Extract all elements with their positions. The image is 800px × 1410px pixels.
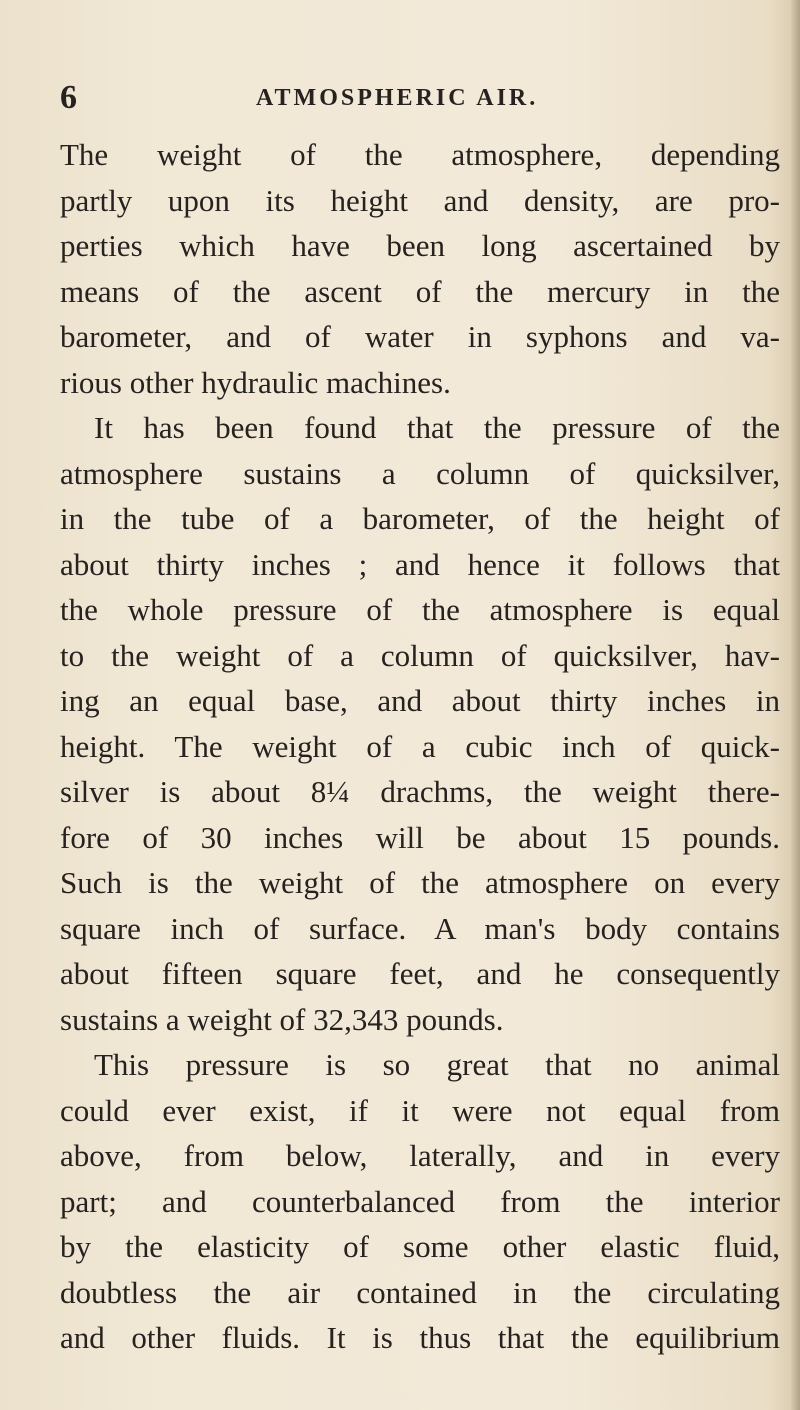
text-line: It has been found that the pressure of the bbox=[94, 410, 780, 445]
text-line: square inch of surface. A man's body contains bbox=[60, 910, 780, 946]
text-line: partly upon its height and density, are pro- bbox=[60, 182, 780, 218]
text-line: in the tube of a barometer, of the height of bbox=[60, 501, 780, 536]
running-head bbox=[60, 78, 780, 118]
text-line: part; and counterbalanced from the interior bbox=[60, 1183, 780, 1219]
text-line: about thirty inches ; and hence it follows that bbox=[60, 546, 780, 582]
text-line: This pressure is so great that no animal bbox=[94, 1047, 780, 1082]
text-line: fore of 30 inches will be about 15 pounds. bbox=[60, 819, 780, 855]
text-line: about fifteen square feet, and he consequently bbox=[60, 956, 780, 991]
text-line: sustains a weight of 32,343 pounds. bbox=[60, 1001, 504, 1037]
text-line: atmosphere sustains a column of quicksilver, bbox=[60, 455, 780, 491]
text-line: Such is the weight of the atmosphere on every bbox=[60, 865, 780, 900]
text-line: and other fluids. It is thus that the equilibrium bbox=[60, 1320, 780, 1355]
text-line: could ever exist, if it were not equal from bbox=[60, 1092, 780, 1128]
text-line: height. The weight of a cubic inch of quick- bbox=[60, 728, 780, 764]
text-line: ing an equal base, and about thirty inches in bbox=[60, 683, 780, 718]
text-line: means of the ascent of the mercury in the bbox=[60, 273, 780, 309]
running-title: ATMOSPHERIC AIR. bbox=[256, 85, 539, 111]
text-line: The weight of the atmosphere, depending bbox=[60, 137, 780, 172]
page-edge-shadow bbox=[790, 0, 800, 1410]
text-line: the whole pressure of the atmosphere is equal bbox=[60, 592, 780, 627]
text-line: doubtless the air contained in the circulating bbox=[60, 1274, 780, 1310]
text-line: rious other hydraulic machines. bbox=[60, 364, 451, 400]
text-line: barometer, and of water in syphons and va- bbox=[60, 319, 780, 354]
text-line: to the weight of a column of quicksilver, hav- bbox=[60, 637, 780, 673]
text-line: by the elasticity of some other elastic fluid, bbox=[60, 1229, 780, 1264]
text-line: above, from below, laterally, and in every bbox=[60, 1138, 780, 1173]
body-text bbox=[60, 132, 780, 1361]
text-line: perties which have been long ascertained by bbox=[60, 228, 780, 263]
text-line: silver is about 8¼ drachms, the weight there- bbox=[60, 774, 780, 809]
page-number: 6 bbox=[60, 79, 77, 116]
